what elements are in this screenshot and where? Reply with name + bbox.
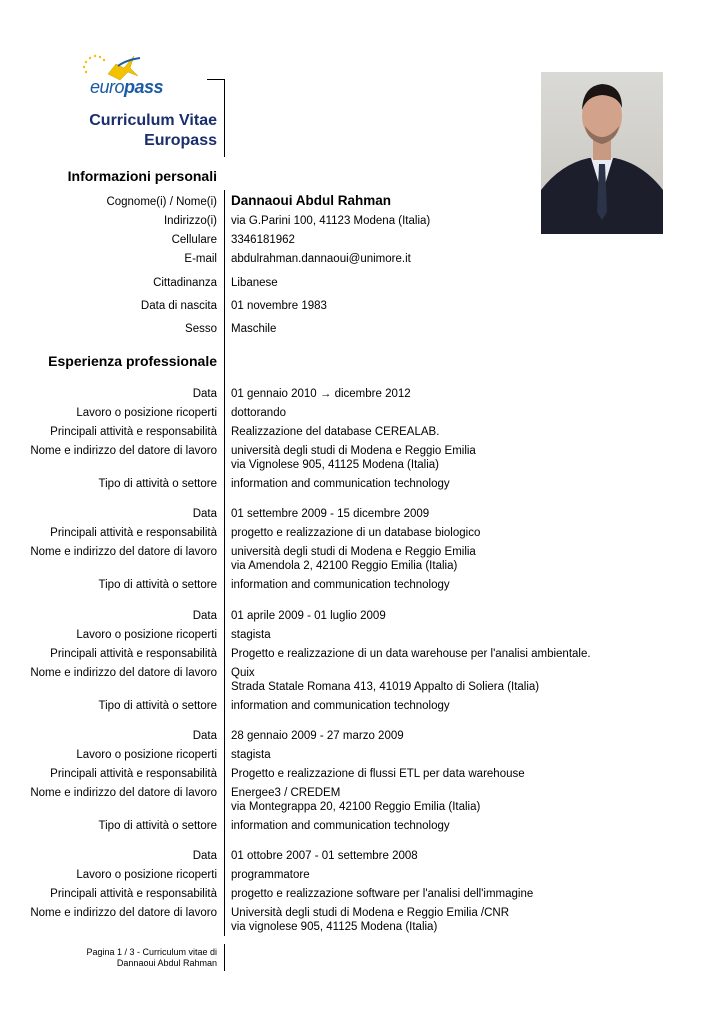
experience-value: stagista: [231, 629, 271, 641]
experience-value-line2: via Amendola 2, 42100 Reggio Emilia (Italia): [231, 560, 458, 572]
experience-label: Lavoro o posizione ricoperti: [76, 629, 217, 641]
experience-value: università degli studi di Modena e Reggio Emilia: [231, 546, 476, 558]
footer-divider: [224, 944, 225, 971]
experience-label: Data: [192, 508, 217, 520]
experience-label: Lavoro o posizione ricoperti: [76, 407, 217, 419]
experience-value: 01 aprile 2009 - 01 luglio 2009: [231, 610, 386, 622]
experience-value: dottorando: [231, 407, 286, 419]
experience-value: università degli studi di Modena e Reggio Emilia: [231, 445, 476, 457]
experience-value: information and communication technology: [231, 579, 450, 591]
cv-title-line1: Curriculum Vitae: [89, 112, 217, 129]
personal-value-sex: Maschile: [231, 323, 277, 335]
experience-value: Quix: [231, 667, 255, 679]
personal-label-mobile: Cellulare: [171, 234, 217, 246]
experience-value-line2: via Montegrappa 20, 42100 Reggio Emilia (Italia): [231, 801, 481, 813]
experience-value: 01 settembre 2009 - 15 dicembre 2009: [231, 508, 430, 520]
cv-title-line2: Europass: [144, 132, 217, 149]
personal-value-birthdate: 01 novembre 1983: [231, 300, 327, 312]
personal-value-citizenship: Libanese: [231, 277, 278, 289]
experience-value: information and communication technology: [231, 700, 450, 712]
experience-heading: Esperienza professionale: [48, 353, 217, 369]
experience-label: Tipo di attività o settore: [98, 478, 217, 490]
personal-value-mobile: 3346181962: [231, 234, 295, 246]
experience-value-line2: Strada Statale Romana 413, 41019 Appalto di Soliera (Italia): [231, 681, 540, 693]
experience-value-line2: via vignolese 905, 41125 Modena (Italia): [231, 921, 438, 933]
experience-value: Realizzazione del database CEREALAB.: [231, 426, 440, 438]
experience-label: Data: [192, 730, 217, 742]
main-divider: [224, 190, 225, 936]
experience-value: information and communication technology: [231, 478, 450, 490]
personal-label-email: E-mail: [184, 253, 217, 265]
logo-pass-text: pass: [124, 77, 164, 97]
experience-label: Principali attività e responsabilità: [50, 768, 217, 780]
experience-label: Data: [192, 388, 217, 400]
experience-label: Nome e indirizzo del datore di lavoro: [30, 445, 217, 457]
personal-label-address: Indirizzo(i): [163, 215, 217, 227]
profile-photo: [541, 72, 663, 234]
experience-value-line2: via Vignolese 905, 41125 Modena (Italia): [231, 459, 439, 471]
experience-label: Principali attività e responsabilità: [50, 888, 217, 900]
experience-label: Principali attività e responsabilità: [50, 648, 217, 660]
personal-label-birthdate: Data di nascita: [140, 300, 217, 312]
personal-value-name: Dannaoui Abdul Rahman: [231, 193, 392, 208]
personal-label-name: Cognome(i) / Nome(i): [106, 196, 217, 208]
experience-label: Principali attività e responsabilità: [50, 426, 217, 438]
experience-value: stagista: [231, 749, 271, 761]
header-divider: [224, 79, 225, 157]
experience-label: Data: [192, 610, 217, 622]
experience-value: Energee3 / CREDEM: [231, 787, 341, 799]
header-rule: [207, 79, 225, 80]
experience-value: Università degli studi di Modena e Reggio Emilia /CNR: [231, 907, 510, 919]
experience-label: Nome e indirizzo del datore di lavoro: [30, 907, 217, 919]
experience-label: Tipo di attività o settore: [98, 579, 217, 591]
experience-label: Lavoro o posizione ricoperti: [76, 749, 217, 761]
experience-value: Progetto e realizzazione di un data warehouse per l'analisi ambientale.: [231, 648, 591, 660]
logo-euro-text: euro: [90, 77, 125, 97]
experience-value: information and communication technology: [231, 820, 450, 832]
personal-value-email: abdulrahman.dannaoui@unimore.it: [231, 253, 411, 265]
footer-line1: Pagina 1 / 3 - Curriculum vitae di: [86, 947, 217, 957]
experience-value: progetto e realizzazione software per l'analisi dell'immagine: [231, 888, 534, 900]
personal-info-heading: Informazioni personali: [67, 168, 217, 184]
experience-label: Principali attività e responsabilità: [50, 527, 217, 539]
experience-label: Lavoro o posizione ricoperti: [76, 869, 217, 881]
experience-value: 28 gennaio 2009 - 27 marzo 2009: [231, 730, 404, 742]
experience-label: Tipo di attività o settore: [98, 820, 217, 832]
experience-label: Nome e indirizzo del datore di lavoro: [30, 546, 217, 558]
experience-value: 01 ottobre 2007 - 01 settembre 2008: [231, 850, 418, 862]
personal-label-citizenship: Cittadinanza: [153, 277, 217, 289]
europass-logo: [78, 50, 168, 100]
footer-line2: Dannaoui Abdul Rahman: [116, 958, 217, 968]
experience-label: Data: [192, 850, 217, 862]
experience-label: Nome e indirizzo del datore di lavoro: [30, 787, 217, 799]
experience-value: programmatore: [231, 869, 310, 881]
personal-value-address: via G.Parini 100, 41123 Modena (Italia): [231, 215, 431, 227]
experience-value: progetto e realizzazione di un database biologico: [231, 527, 481, 539]
experience-value: 01 gennaio 2010 → dicembre 2012: [231, 388, 411, 400]
personal-label-sex: Sesso: [185, 323, 217, 335]
experience-label: Tipo di attività o settore: [98, 700, 217, 712]
experience-label: Nome e indirizzo del datore di lavoro: [30, 667, 217, 679]
experience-value: Progetto e realizzazione di flussi ETL per data warehouse: [231, 768, 525, 780]
